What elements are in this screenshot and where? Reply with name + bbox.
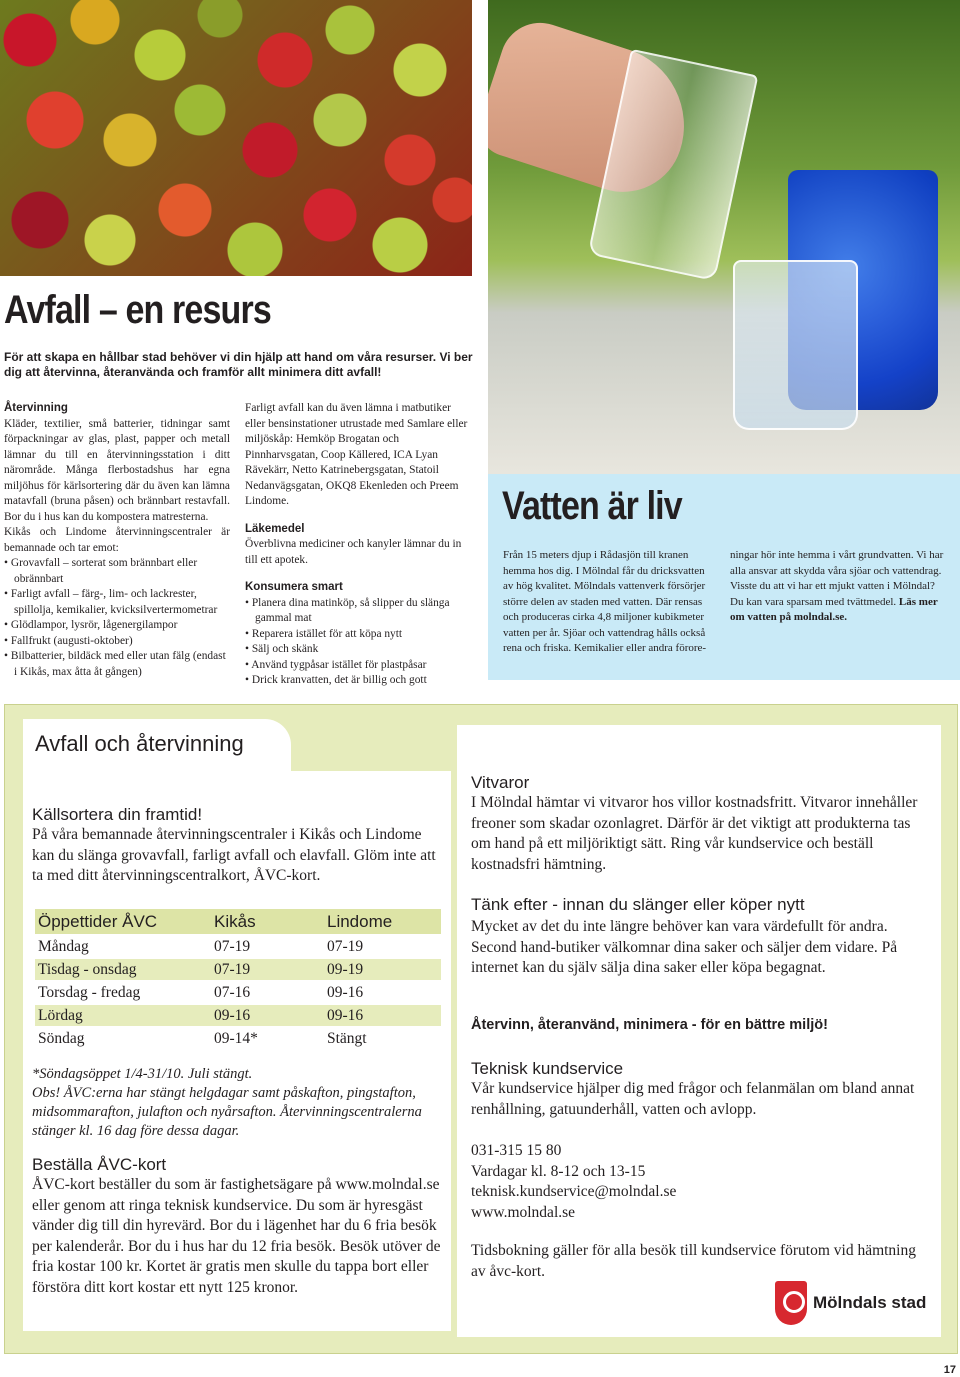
table-row	[35, 981, 441, 1004]
avfall-atervinning-box	[4, 704, 958, 1354]
atervinning-column	[4, 401, 230, 680]
kallsortera-text: På våra bemannade återvinningscentraler i Kikås och Lindome kan du slänga grovavfall, farligt avfall och elavfall. Glöm inte att ta med ditt återvinningscentralkort, ÅVC-kort.	[32, 826, 436, 884]
teknisk-heading: Teknisk kundservice	[471, 1059, 624, 1078]
atervinning-centraler: Kikås och Lindome återvinningscentraler är bemannade och tar emot:	[4, 526, 230, 554]
table-cell: 07-19	[211, 958, 324, 981]
table-cell: 07-19	[324, 935, 441, 958]
konsumera-heading: Konsumera smart	[245, 581, 343, 593]
farligt-column	[245, 401, 473, 689]
kallsortera-heading: Källsortera din framtid!	[32, 805, 203, 824]
table-row	[35, 1004, 441, 1027]
bestall-text: ÅVC-kort beställer du som är fastighetsägare på www.molndal.se eller genom att ringa teknisk kundservice. Du som är hyresgäst vänder dig till din hyrevärd. Bor du i lägenhet har du 6 fria besök per kalenderår. Bor du i hus har du 12 fria besök. Besök utöver de fria kostar 100 kr. Kortet är gratis men skulle du tappa bort eller förstöra ditt kort kostar ett nytt 125 kronor.	[32, 1176, 441, 1296]
table-cell: Måndag	[35, 935, 211, 958]
table-cell: 07-16	[211, 981, 324, 1004]
intro-text: För att skapa en hållbar stad behöver vi din hjälp att hand om våra resurser. Vi ber dig att återvinna, återanvända och framför allt minimera ditt avfall!	[4, 350, 473, 379]
vatten-text-right-body: ningar hör inte hemma i vårt grundvatten. Vi har alla ansvar att skydda våra sjöar och vattendrag. Visste du att vi har ett mjukt vatten i Mölndal? Du kan vara sparsam med tvättmedel.	[730, 549, 944, 608]
slogan: Återvinn, återanvänd, minimera - för en bättre miljö!	[471, 1017, 828, 1033]
atervinning-list	[4, 556, 230, 680]
table-header: Kikås	[211, 909, 324, 935]
atervinning-heading: Återvinning	[4, 402, 68, 414]
list-item: • Glödlampor, lysrör, lågenergilampor	[4, 618, 230, 634]
teknisk-text: Vår kundservice hjälper dig med frågor och felanmälan om bland annat renhållning, gatuunderhåll, vatten och avlopp.	[471, 1080, 915, 1118]
vatten-text-left: Från 15 meters djup i Rådasjön till kranen hemma hos dig. I Mölndal får du dricksvatten av hög kvalitet. Mölndals vattenverk försörjer större delen av staden med vatten. Där rensas och produceras cirka 4,8 miljoner kubikmeter vatten per år. Sjöar och vattendrag hålls också rena och friska. Kemikalier eller andra förore-	[503, 549, 707, 654]
page-number: 17	[943, 1364, 956, 1376]
table-cell: Söndag	[35, 1027, 211, 1050]
vatten-read-more: Läs mer om vatten på molndal.se.	[730, 595, 938, 623]
website-link[interactable]: www.molndal.se	[471, 1203, 576, 1221]
table-cell: Stängt	[324, 1027, 441, 1050]
table-cell: Lördag	[35, 1004, 211, 1027]
office-hours: Vardagar kl. 8-12 och 13-15	[471, 1162, 646, 1180]
water-glass-image	[733, 260, 858, 430]
contact-info	[471, 1141, 931, 1223]
table-header: Lindome	[324, 909, 441, 935]
holiday-note: Obs! ÅVC:erna har stängt helgdagar samt påskafton, pingstafton, midsommarafton, julafton och nyårsafton. Återvinningscentralerna stänger kl. 16 dag före dessa dagar.	[32, 1085, 422, 1139]
box-title: Avfall och återvinning	[35, 731, 244, 756]
opening-hours-table	[35, 909, 441, 1050]
atervinning-paragraph: Kläder, textilier, små batterier, tidningar samt förpackningar av glas, plast, papper och metall lämnar du till en återvinningsstation i ditt närområde. Många flerbostadshus har egna miljöhus för kärlsortering där du även kan lämna matavfall (bruna påsen) och brännbart restavfall. Bor du i hus kan du kompostera matresterna.	[4, 417, 230, 523]
molndal-logo	[775, 1281, 935, 1331]
list-item: • Farligt avfall – färg-, lim- och lackrester, spillolja, kemikalier, kvicksilvertermometrar	[4, 587, 230, 618]
table-cell: 09-19	[324, 958, 441, 981]
list-item: • Grovavfall – sorterat som brännbart eller obrännbart	[4, 556, 230, 587]
tidsbokning-text: Tidsbokning gäller för alla besök till kundservice förutom vid hämtning av åvc-kort.	[471, 1242, 916, 1280]
vatten-title: Vatten är liv	[502, 484, 682, 528]
table-cell: 09-16	[324, 1004, 441, 1027]
vatten-box	[488, 474, 960, 680]
table-cell: Tisdag - onsdag	[35, 958, 211, 981]
vitvaror-heading: Vitvaror	[471, 773, 530, 792]
email-link[interactable]: teknisk.kundservice@molndal.se	[471, 1183, 677, 1200]
table-row	[35, 1027, 441, 1050]
water-glasses-photo	[488, 0, 960, 474]
table-cell: 09-16	[211, 1004, 324, 1027]
vatten-text-right	[730, 548, 950, 626]
lakemedel-text: Överblivna mediciner och kanyler lämnar du in till ett apotek.	[245, 538, 462, 566]
list-item: • Reparera istället för att köpa nytt	[245, 627, 473, 643]
opening-hours-note	[32, 1065, 447, 1141]
lakemedel-heading: Läkemedel	[245, 522, 305, 535]
coat-of-arms-icon	[775, 1281, 807, 1325]
apples-photo	[0, 0, 472, 276]
logo-text: Mölndals stad	[813, 1293, 927, 1312]
list-item: • Sälj och skänk	[245, 642, 473, 658]
list-item: • Använd tygpåsar istället för plastpåsar	[245, 658, 473, 674]
table-cell: 07-19	[211, 935, 324, 958]
list-item: • Fallfrukt (augusti-oktober)	[4, 634, 230, 650]
tank-efter-heading: Tänk efter - innan du slänger eller köper nytt	[471, 895, 805, 914]
vitvaror-text: I Mölndal hämtar vi vitvaror hos villor kostnadsfritt. Vitvaror innehåller freoner som skadar ozonlagret. Därför är det viktigt att produkterna tas om hand på ett miljöriktigt sätt. Ring vår kundservice och beställ kostnadsfri hämtning.	[471, 794, 918, 873]
sunday-note: *Söndagsöppet 1/4-31/10. Juli stängt.	[32, 1066, 253, 1082]
list-item: • Drick kranvatten, det är billig och gott	[245, 673, 473, 689]
table-cell: 09-16	[324, 981, 441, 1004]
box-title-tab	[23, 719, 291, 771]
table-cell: 09-14*	[211, 1027, 324, 1050]
konsumera-list	[245, 596, 473, 689]
table-cell: Torsdag - fredag	[35, 981, 211, 1004]
table-row	[35, 935, 441, 958]
right-panel	[457, 725, 941, 1337]
page-title: Avfall – en resurs	[4, 288, 271, 332]
table-header: Öppettider ÅVC	[35, 909, 211, 935]
list-item: • Bilbatterier, bildäck med eller utan fälg (endast i Kikås, max åtta åt gången)	[4, 649, 230, 680]
left-panel	[23, 771, 451, 1331]
phone-number: 031-315 15 80	[471, 1142, 562, 1159]
bestall-heading: Beställa ÅVC-kort	[32, 1155, 167, 1174]
list-item: • Planera dina matinköp, så slipper du slänga gammal mat	[245, 596, 473, 627]
farligt-paragraph: Farligt avfall kan du även lämna i matbutiker eller bensinstationer utrustade med Samlare eller miljöskåp: Hemköp Brogatan och Pinnharvsgatan, Coop Källered, ICA Lyan Rävekärr, Netto Katrinebergsgatan, Statoil Nedanvägsgatan, OKQ8 Ekenleden och Preem Lindome.	[245, 402, 468, 507]
tank-efter-text: Mycket av det du inte längre behöver kan vara värdefullt för andra. Second hand-butiker välkomnar dina saker och säljer dem vidare. På internet kan du själv sälja dina saker eller köpa begagnat.	[471, 918, 898, 976]
table-row	[35, 958, 441, 981]
